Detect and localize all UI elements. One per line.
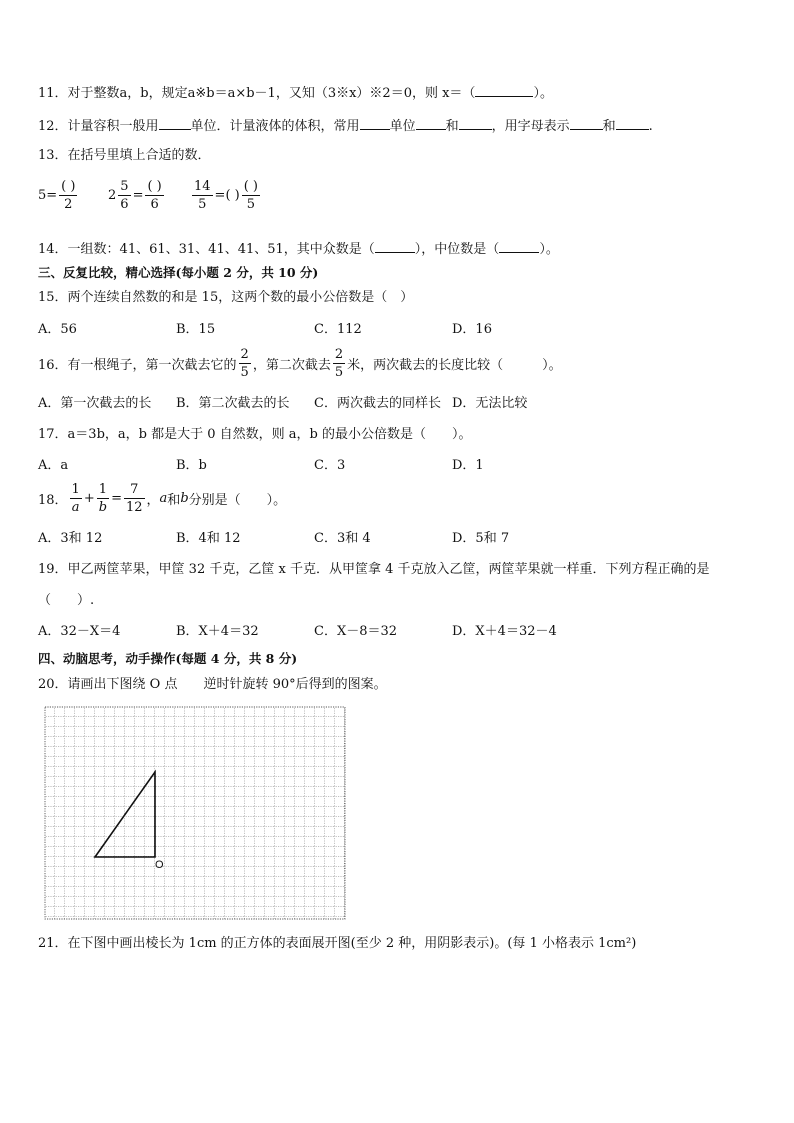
q13-e3-result-denominator: 5	[242, 195, 260, 211]
q18-fb-denominator: b	[98, 500, 108, 515]
q16-option-b[interactable]: B．第二次截去的长	[176, 396, 290, 411]
q12-text-2: 单位．计量液体的体积，常用	[190, 119, 360, 134]
q13-e2-denominator: 6	[120, 197, 129, 212]
point-o-label: O	[155, 859, 164, 871]
q19-option-c[interactable]: C．X－8＝32	[314, 624, 398, 639]
q13-e2-numerator: 5	[120, 179, 129, 194]
q16-text-3: 米，两次截去的长度比较（ ）。	[347, 358, 562, 373]
q18-plus: +	[83, 491, 95, 506]
question-13	[38, 147, 211, 165]
q15-option-d[interactable]: D．16	[452, 322, 492, 337]
question-12	[38, 116, 653, 136]
q18-fr-denominator: 12	[125, 500, 143, 515]
grid-background	[45, 707, 345, 919]
q12-text-6: 和	[602, 119, 616, 134]
q18-fraction-b	[97, 483, 109, 514]
q12-blank-2[interactable]	[360, 116, 390, 130]
question-14	[38, 239, 559, 259]
q15-option-a[interactable]: A．56	[38, 322, 77, 337]
q18-var-a: a	[159, 491, 168, 506]
q13-equation-2	[108, 180, 166, 211]
q13-e1-numerator[interactable]: ( )	[61, 179, 76, 194]
q14-blank-1[interactable]	[375, 239, 415, 253]
q12-blank-1[interactable]	[159, 116, 191, 130]
section-4-heading: 四、动脑思考，动手操作(每题 4 分，共 8 分)	[38, 651, 298, 666]
q14-text-3: ）。	[539, 242, 559, 257]
q18-fa-numerator: 1	[71, 482, 80, 497]
q20-grid-figure[interactable]	[44, 706, 346, 920]
q13-text: 13．在括号里填上合适的数．	[38, 148, 211, 163]
q13-e1-fraction	[59, 180, 77, 211]
q11-text-end: ）。	[533, 86, 553, 101]
q13-e2-result-fraction	[145, 180, 163, 211]
q20-text-2: 逆时针旋转 90°后得到的图案。	[203, 677, 387, 692]
q13-e2-eq: =	[132, 188, 144, 203]
q13-e1-lhs: 5=	[38, 188, 58, 203]
q17-option-d[interactable]: D．1	[452, 458, 484, 473]
q12-blank-6[interactable]	[616, 116, 649, 130]
question-19-line-2: （ ）.	[38, 593, 95, 608]
q18-comma: ，	[146, 493, 160, 508]
q13-e3-result-numerator[interactable]: ( )	[243, 179, 258, 194]
q16-f1-numerator: 2	[240, 347, 249, 362]
q18-option-a[interactable]: A．3和 12	[38, 531, 103, 546]
question-20	[38, 676, 387, 694]
q11-text: 11．对于整数a，b，规定a※b＝a×b－1，又知（3※x）※2＝0，则 x＝（	[38, 86, 476, 101]
q16-option-c[interactable]: C．两次截去的同样长	[314, 396, 441, 411]
q13-e2-result-numerator[interactable]: ( )	[147, 179, 162, 194]
q18-option-d[interactable]: D．5和 7	[452, 531, 510, 546]
q17-option-b[interactable]: B．b	[176, 458, 207, 473]
q18-fb-numerator: 1	[98, 482, 108, 497]
q18-fa-denominator: a	[70, 498, 82, 514]
question-19-line-1: 19．甲乙两筐苹果，甲筐 32 千克，乙筐 x 千克．从甲筐拿 4 千克放入乙筐，两筐苹果就一样重．下列方程正确的是	[38, 562, 710, 577]
question-11	[38, 83, 553, 103]
q19-option-b[interactable]: B．X＋4＝32	[176, 624, 259, 639]
q18-fraction-result	[124, 483, 145, 514]
question-17: 17．a＝3b，a，b 都是大于 0 自然数，则 a，b 的最小公倍数是（ ）。	[38, 427, 472, 442]
q11-answer-blank[interactable]	[475, 83, 533, 97]
q12-blank-5[interactable]	[570, 116, 603, 130]
q16-text-1: 16．有一根绳子，第一次截去它的	[38, 358, 237, 373]
section-3-heading: 三、反复比较，精心选择(每小题 2 分，共 10 分)	[38, 265, 319, 280]
q13-e3-fraction	[192, 180, 213, 211]
q13-e3-result-fraction	[242, 180, 260, 211]
q12-text-3: 单位	[389, 119, 416, 134]
q19-option-d[interactable]: D．X＋4＝32－4	[452, 624, 557, 639]
q13-equation-3	[190, 180, 262, 211]
q16-f2-numerator: 2	[334, 347, 344, 362]
q13-e2-result-denominator: 6	[145, 195, 163, 211]
q16-option-a[interactable]: A．第一次截去的长	[38, 396, 152, 411]
q16-text-2: ，第二次截去	[252, 358, 331, 373]
q18-var-b: b	[180, 491, 189, 506]
question-15: 15．两个连续自然数的和是 15，这两个数的最小公倍数是（ ）	[38, 290, 414, 305]
q15-option-c[interactable]: C．112	[314, 322, 362, 337]
q12-text-5: ，用字母表示	[491, 119, 570, 134]
q13-e2-fraction	[118, 180, 130, 211]
q16-option-d[interactable]: D．无法比较	[452, 396, 528, 411]
q16-f2-denominator: 5	[334, 365, 344, 380]
q18-number: 18．	[38, 493, 68, 508]
q19-option-a[interactable]: A．32－X＝4	[38, 624, 121, 639]
q18-text-end: 分别是（ ）。	[188, 493, 287, 508]
q20-text-1: 20．请画出下图绕 O 点	[38, 677, 178, 692]
q18-and: 和	[167, 493, 181, 508]
q16-fraction-2	[333, 348, 345, 379]
q13-e3-denominator: 5	[192, 195, 213, 211]
q13-e2-whole: 2	[108, 188, 117, 203]
q12-blank-4[interactable]	[459, 116, 492, 130]
q16-fraction-1	[239, 348, 251, 379]
q18-fr-numerator: 7	[130, 482, 139, 497]
q18-option-c[interactable]: C．3和 4	[314, 531, 371, 546]
q13-e3-eq[interactable]: =( )	[214, 188, 240, 203]
q18-fraction-a	[70, 483, 82, 514]
question-16	[38, 348, 562, 379]
q13-equation-1	[38, 180, 79, 211]
q17-option-c[interactable]: C．3	[314, 458, 346, 473]
q18-option-b[interactable]: B．4和 12	[176, 531, 241, 546]
q15-option-b[interactable]: B．15	[176, 322, 216, 337]
q12-text-4: 和	[445, 119, 459, 134]
q18-equals: =	[111, 491, 122, 506]
q12-text-7: .	[648, 119, 653, 134]
q14-blank-2[interactable]	[499, 239, 539, 253]
question-18	[38, 483, 286, 514]
q12-text-1: 12．计量容积一般用	[38, 119, 159, 134]
q13-e1-denominator: 2	[59, 195, 77, 211]
question-21: 21．在下图中画出棱长为 1cm 的正方体的表面展开图(至少 2 种，用阴影表示)。(每 1 小格表示 1cm²)	[38, 936, 637, 951]
q14-text-2: ），中位数是（	[414, 242, 500, 257]
q17-option-a[interactable]: A．a	[38, 458, 69, 473]
q12-blank-3[interactable]	[416, 116, 446, 130]
q14-text-1: 14．一组数：41、61、31、41、41、51，其中众数是（	[38, 242, 375, 257]
q16-f1-denominator: 5	[240, 365, 249, 380]
q13-e3-numerator: 14	[194, 179, 211, 194]
